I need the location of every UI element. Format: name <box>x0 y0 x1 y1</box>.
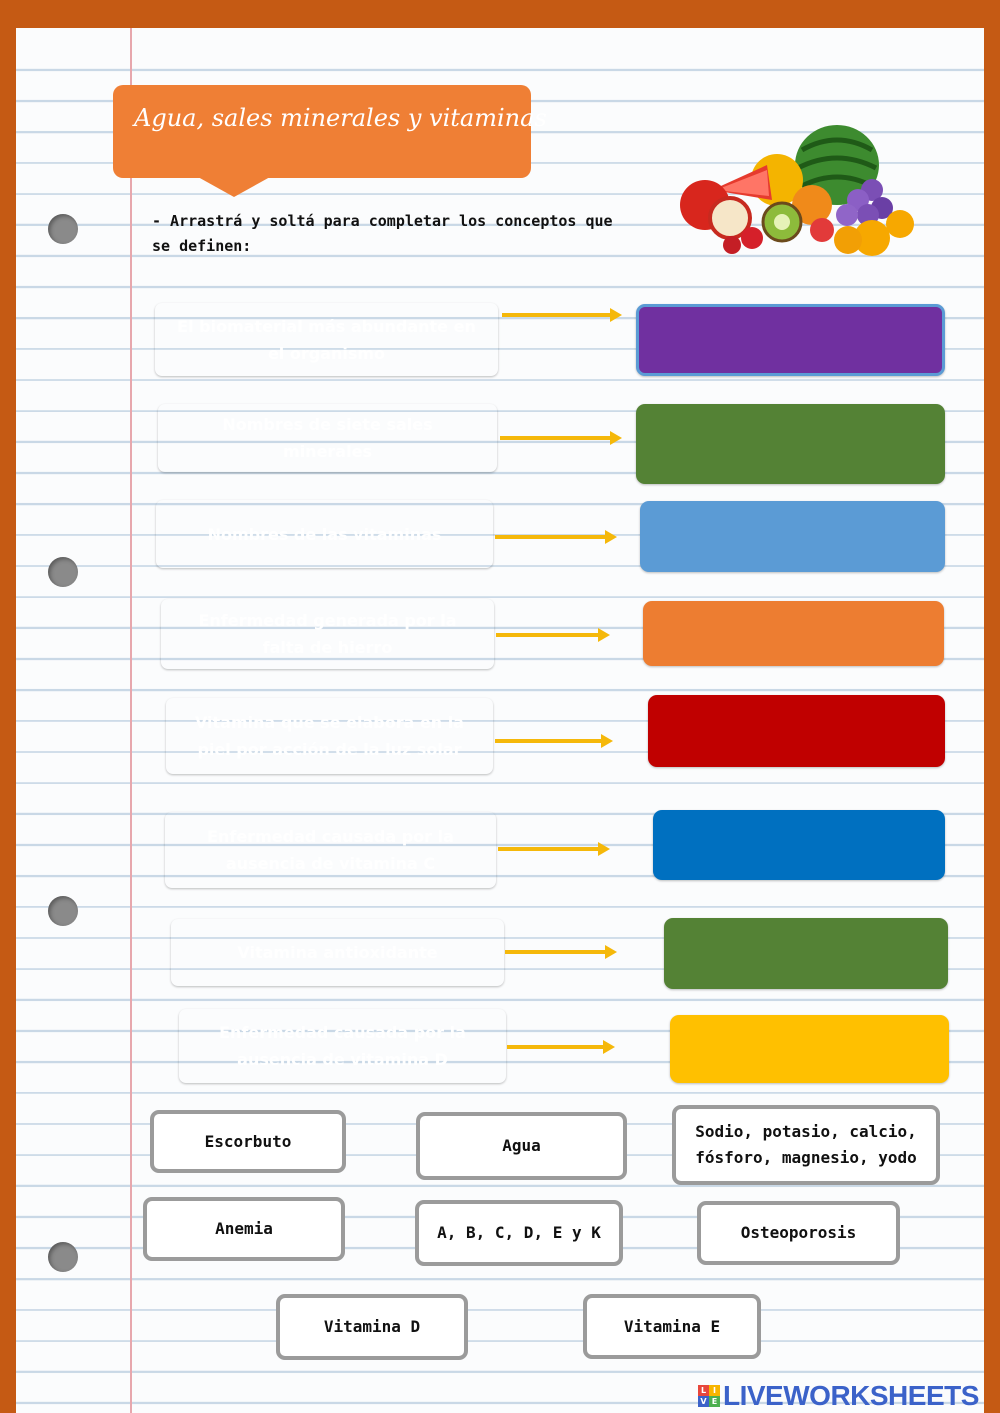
answer-text: Osteoporosis <box>740 1223 857 1242</box>
arrow-icon <box>505 950 607 954</box>
clue-box <box>179 1009 506 1083</box>
binder-hole <box>48 1242 78 1272</box>
title-banner-pointer <box>198 177 270 197</box>
answer-tile[interactable] <box>276 1294 468 1360</box>
answer-text: Vitamina D <box>323 1317 421 1336</box>
drop-zone[interactable] <box>636 404 945 484</box>
instructions-text: - Arrastrá y soltá para completar los conceptos que se definen: <box>152 212 613 255</box>
binder-hole <box>48 896 78 926</box>
answer-tile[interactable] <box>416 1112 627 1180</box>
clue-text: Vitamina antioxidante <box>237 943 438 962</box>
answer-text: Agua <box>502 1136 541 1155</box>
drop-zone[interactable] <box>643 601 944 666</box>
clue-box <box>155 303 498 376</box>
clue-box <box>156 500 493 568</box>
clue-box <box>158 404 497 472</box>
answer-tile[interactable] <box>150 1110 346 1173</box>
answer-tile[interactable] <box>583 1294 761 1359</box>
clue-box <box>171 919 504 986</box>
answer-tile[interactable] <box>143 1197 345 1261</box>
clue-box <box>166 698 493 774</box>
clue-text: Nombres de las vitaminas <box>207 524 442 544</box>
clue-text: Enfermedad causada por la ausencia de vitamina D <box>219 1023 466 1069</box>
liveworksheets-logo <box>698 1380 979 1412</box>
logo-text: LIVEWORKSHEETS <box>723 1380 979 1411</box>
drop-zone[interactable] <box>640 501 945 572</box>
answer-tile[interactable] <box>697 1201 900 1265</box>
arrow-icon <box>495 535 607 539</box>
logo-badge-icon: L I V E <box>698 1385 720 1407</box>
fruits-illustration-icon <box>672 120 920 270</box>
arrow-icon <box>502 313 612 317</box>
answer-text: Anemia <box>215 1219 273 1238</box>
binder-hole <box>48 214 78 244</box>
drop-zone[interactable] <box>653 810 945 880</box>
answer-tile[interactable] <box>415 1200 623 1266</box>
answer-text: Vitamina E <box>623 1316 721 1336</box>
clue-text: Vitamina que se elabora en la piel por acción de la luz solar <box>194 713 465 759</box>
binder-hole <box>48 557 78 587</box>
drop-zone[interactable] <box>636 304 945 376</box>
arrow-icon <box>495 739 603 743</box>
answer-text: Sodio, potasio, calcio, fósforo, magnesio, yodo <box>695 1122 917 1167</box>
answer-text: A, B, C, D, E y K <box>437 1223 601 1242</box>
arrow-icon <box>500 436 612 440</box>
drop-zone[interactable] <box>664 918 948 989</box>
arrow-icon <box>496 633 600 637</box>
clue-box <box>161 599 494 669</box>
answer-tile[interactable] <box>672 1105 940 1185</box>
arrow-icon <box>507 1045 605 1049</box>
arrow-icon <box>498 847 600 851</box>
drop-zone[interactable] <box>670 1015 949 1083</box>
clue-text: El biomaterial más abundante en el organismo <box>177 316 476 363</box>
page-title: Agua, sales minerales y vitaminas <box>134 104 547 132</box>
clue-text: Nombres de siete sales minerales <box>222 415 433 461</box>
clue-text: Enfermedad causada por la ausencia de vitamina C <box>207 827 454 873</box>
answer-text: Escorbuto <box>204 1131 292 1151</box>
clue-box <box>165 812 496 888</box>
margin-line <box>130 28 132 1413</box>
clue-text: Enfermedad generada por la falta de hierro <box>198 611 457 657</box>
drop-zone[interactable] <box>648 695 945 767</box>
